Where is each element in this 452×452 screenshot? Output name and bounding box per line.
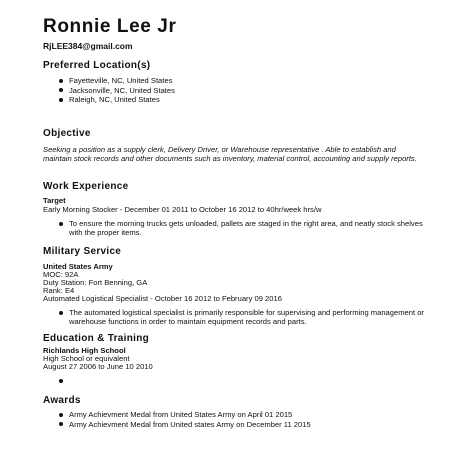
bullet-icon [59, 88, 63, 92]
section-title-awards: Awards [43, 395, 81, 406]
military-branch: United States Army [43, 262, 113, 271]
military-bullet: The automated logistical specialist is primarily responsible for supervising and performing management or warehouse functions in order to maintain equipment records and parts. [59, 308, 429, 327]
bullet-icon [59, 79, 63, 83]
list-item: Army Achievment Medal from United states Army on December 11 2015 [59, 420, 419, 430]
list-item: Jacksonville, NC, United States [59, 86, 419, 96]
objective-text: Seeking a position as a supply clerk, Delivery Driver, or Warehouse representative . Able to establish and maintain stock records and other documents such as inventory, material control, accounting and supply reports. [43, 145, 417, 164]
candidate-name: Ronnie Lee Jr [43, 16, 177, 37]
education-school: Richlands High School [43, 346, 126, 355]
candidate-email: RjLEE384@gmail.com [43, 41, 133, 51]
section-title-objective: Objective [43, 128, 91, 139]
military-station: Duty Station: Fort Benning, GA [43, 278, 148, 287]
education-degree: High School or equivalent [43, 354, 130, 363]
bullet-icon [59, 98, 63, 102]
work-employer: Target [43, 196, 66, 205]
military-mos: MOC: 92A [43, 270, 79, 279]
work-bullet: To ensure the morning trucks gets unloaded, pallets are staged in the right area, and neatly stock shelves with the proper items. [59, 219, 429, 238]
bullet-icon [59, 222, 63, 226]
section-title-military: Military Service [43, 246, 122, 257]
military-role: Automated Logistical Specialist - October 16 2012 to February 09 2016 [43, 294, 282, 303]
awards-list [59, 410, 419, 429]
bullet-icon [59, 311, 63, 315]
education-dates: August 27 2006 to June 10 2010 [43, 362, 153, 371]
list-item: Fayetteville, NC, United States [59, 76, 419, 86]
work-role: Early Morning Stocker - December 01 2011 to October 16 2012 to 40hr/week hrs/w [43, 205, 322, 214]
military-rank: Rank: E4 [43, 286, 75, 295]
bullet-icon [59, 379, 63, 383]
section-title-locations: Preferred Location(s) [43, 60, 151, 71]
bullet-icon [59, 413, 63, 417]
bullet-icon [59, 422, 63, 426]
list-item: Army Achievment Medal from United States Army on April 01 2015 [59, 410, 419, 420]
list-item: Raleigh, NC, United States [59, 95, 419, 105]
section-title-work: Work Experience [43, 181, 129, 192]
section-title-education: Education & Training [43, 333, 150, 344]
locations-list [59, 76, 419, 105]
